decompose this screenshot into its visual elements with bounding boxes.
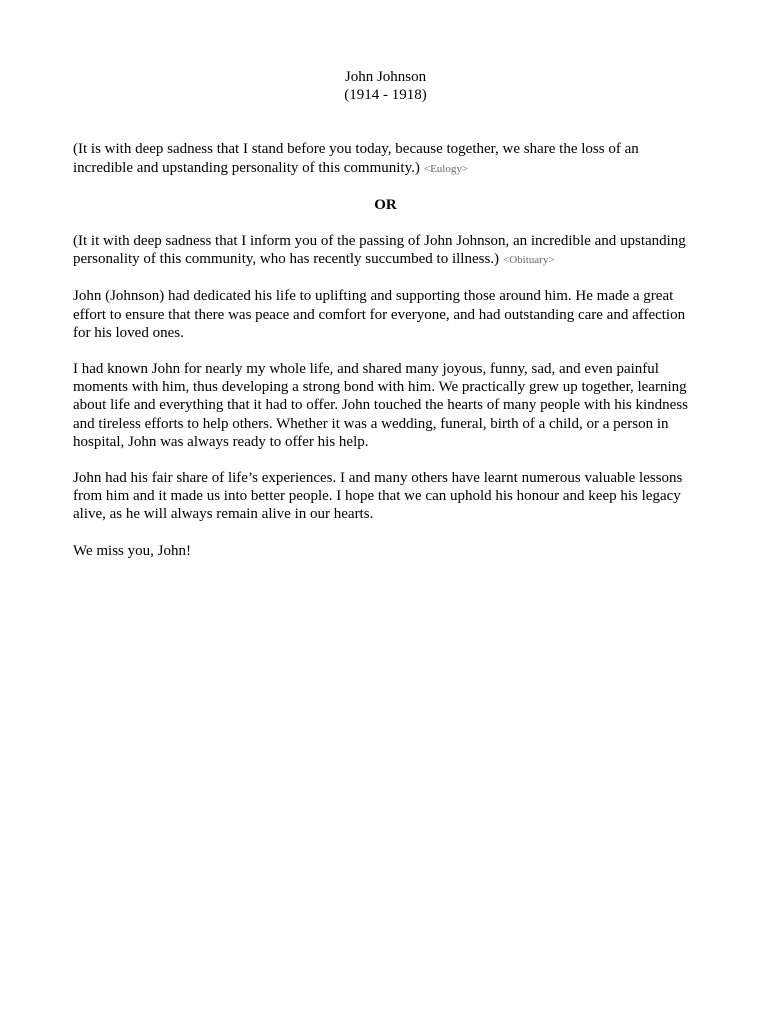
eulogy-opening [73,140,698,177]
eulogy-text: (It is with deep sadness that I stand before you today, because together, we share the loss of an incredible and upstanding personality of this community.) [73,141,639,176]
eulogy-tag: <Eulogy> [423,162,469,175]
spacer [73,524,698,542]
spacer [73,178,698,196]
spacer [73,104,698,140]
spacer [73,451,698,469]
obituary-opening [73,232,698,269]
spacer [73,342,698,360]
paragraph-friendship: I had known John for nearly my whole life, and shared many joyous, funny, sad, and even painful moments with him, thus developing a strong bond with him. We practically grew up together, learning about life and everything that it had to offer. John touched the hearts of many people with his kindness and tireless efforts to help others. Whether it was a wedding, funeral, birth of a child, or a person in hospital, John was always ready to offer his help. [73,361,688,450]
spacer [73,269,698,287]
document-heading [73,68,698,104]
spacer [73,214,698,232]
paragraph-legacy: John had his fair share of life’s experiences. I and many others have learnt numerous valuable lessons from him and it made us into better people. I hope that we can uphold his honour and keep his legacy alive, as he will always remain alive in our hearts. [73,470,683,523]
person-name: John Johnson [344,69,427,85]
or-separator: OR [374,196,397,213]
obituary-tag: <Obituary> [503,254,555,267]
closing-line: We miss you, John! [73,542,191,559]
obituary-text: (It it with deep sadness that I inform you of the passing of John Johnson, an incredible and upstanding personality of this community, who has recently succumbed to illness.) [73,233,686,268]
paragraph-dedication: John (Johnson) had dedicated his life to uplifting and supporting those around him. He made a great effort to ensure that there was peace and comfort for everyone, and had outstanding care and affection for his loved ones. [73,288,686,341]
life-years: (1914 - 1918) [344,87,427,104]
document-page [73,68,698,560]
